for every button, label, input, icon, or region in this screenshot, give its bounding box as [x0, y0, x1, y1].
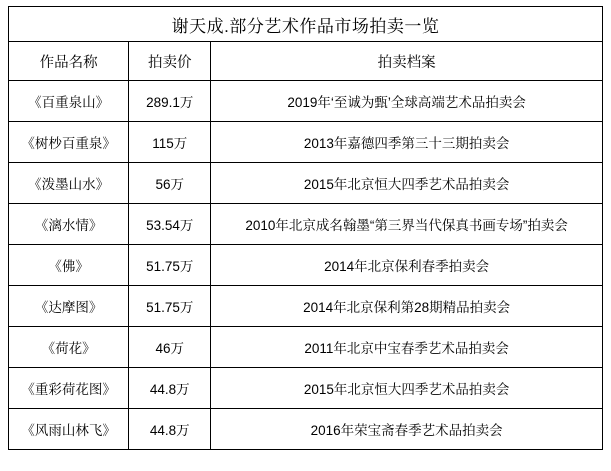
- table-row: [9, 245, 603, 286]
- table-row: [9, 409, 603, 450]
- cell-work-name: 《风雨山林飞》: [9, 409, 129, 450]
- cell-price: 46万: [129, 327, 211, 368]
- cell-work-name: 《佛》: [9, 245, 129, 286]
- table-row: [9, 327, 603, 368]
- cell-price: 44.8万: [129, 409, 211, 450]
- cell-work-name: 《荷花》: [9, 327, 129, 368]
- auction-table: [8, 6, 603, 450]
- cell-work-name: 《百重泉山》: [9, 81, 129, 122]
- cell-auction-file: 2011年北京中宝春季艺术品拍卖会: [211, 327, 603, 368]
- column-header-name: 作品名称: [9, 42, 129, 81]
- cell-auction-file: 2014年北京保利春季拍卖会: [211, 245, 603, 286]
- cell-auction-file: 2013年嘉德四季第三十三期拍卖会: [211, 122, 603, 163]
- cell-price: 44.8万: [129, 368, 211, 409]
- cell-price: 51.75万: [129, 286, 211, 327]
- table-header-row: [9, 42, 603, 81]
- page-title: 谢天成.部分艺术作品市场拍卖一览: [9, 7, 603, 42]
- cell-price: 115万: [129, 122, 211, 163]
- cell-auction-file: 2015年北京恒大四季艺术品拍卖会: [211, 163, 603, 204]
- cell-price: 51.75万: [129, 245, 211, 286]
- table-title-row: [9, 7, 603, 42]
- table-row: [9, 204, 603, 245]
- cell-work-name: 《重彩荷花图》: [9, 368, 129, 409]
- cell-price: 289.1万: [129, 81, 211, 122]
- cell-auction-file: 2015年北京恒大四季艺术品拍卖会: [211, 368, 603, 409]
- cell-price: 53.54万: [129, 204, 211, 245]
- cell-auction-file: 2016年荣宝斋春季艺术品拍卖会: [211, 409, 603, 450]
- table-row: [9, 368, 603, 409]
- cell-auction-file: 2010年北京成名翰墨“第三界当代保真书画专场”拍卖会: [211, 204, 603, 245]
- cell-price: 56万: [129, 163, 211, 204]
- cell-auction-file: 2014年北京保利第28期精品拍卖会: [211, 286, 603, 327]
- column-header-price: 拍卖价: [129, 42, 211, 81]
- table-row: [9, 163, 603, 204]
- cell-work-name: 《树杪百重泉》: [9, 122, 129, 163]
- cell-work-name: 《漓水情》: [9, 204, 129, 245]
- table-row: [9, 122, 603, 163]
- table-row: [9, 81, 603, 122]
- page-bottom-margin: [8, 450, 603, 468]
- cell-work-name: 《泼墨山水》: [9, 163, 129, 204]
- cell-work-name: 《达摩图》: [9, 286, 129, 327]
- table-row: [9, 286, 603, 327]
- column-header-file: 拍卖档案: [211, 42, 603, 81]
- cell-auction-file: 2019年‘至诚为甄’全球高端艺术品拍卖会: [211, 81, 603, 122]
